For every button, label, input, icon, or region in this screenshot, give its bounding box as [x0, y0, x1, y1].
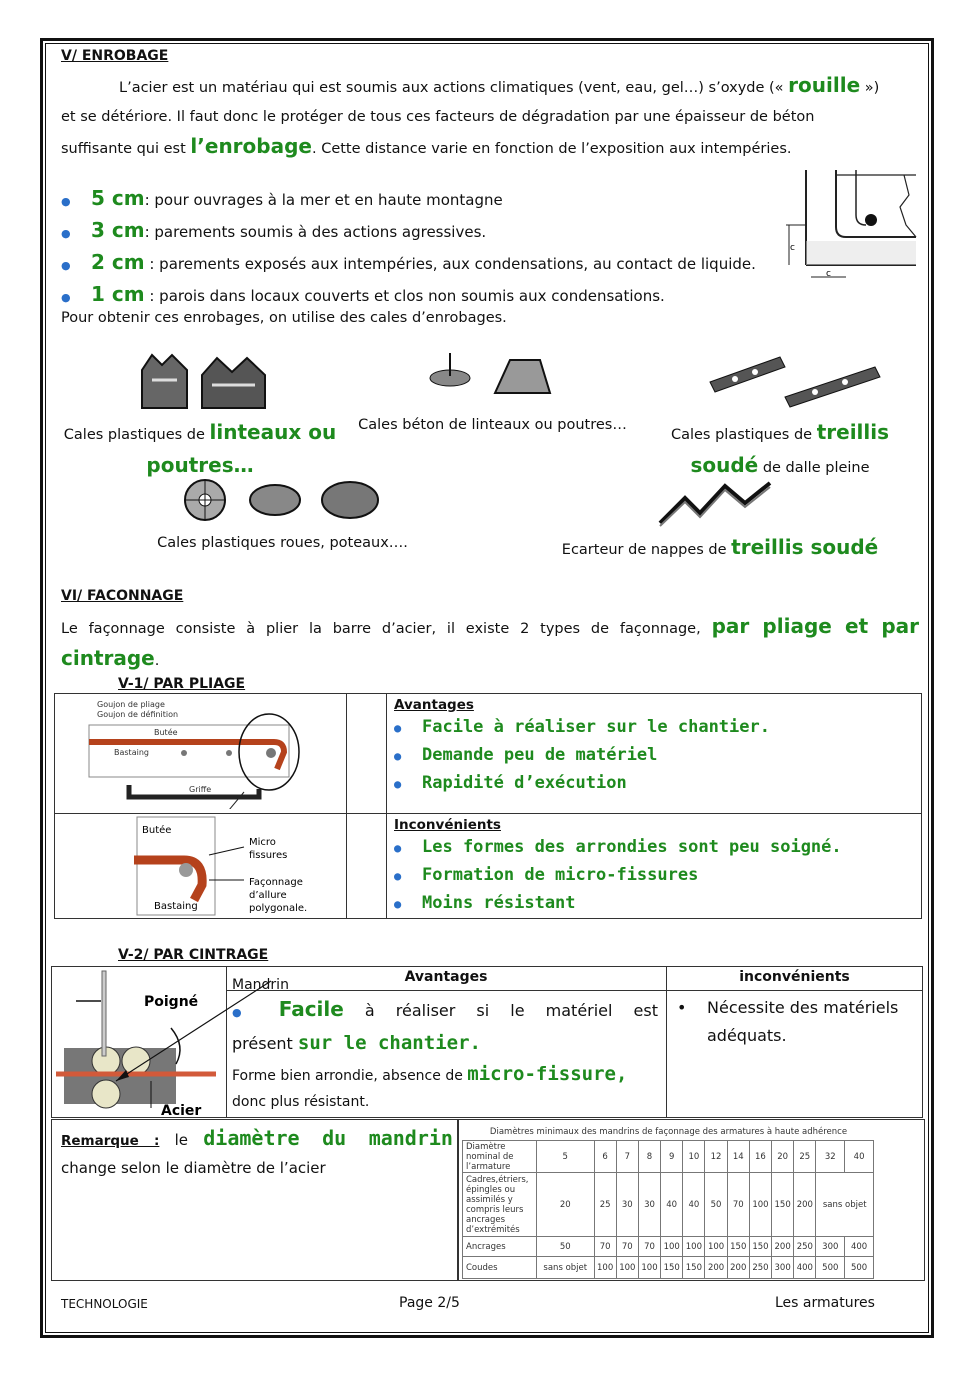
inc-text: Nécessite des matériels adéquats.: [707, 998, 899, 1045]
table-cell: 400: [794, 1257, 816, 1279]
table-row: [463, 1257, 874, 1279]
fig-label: Butée: [154, 728, 178, 737]
table-cell: 150: [772, 1173, 794, 1237]
table-cell: 25: [794, 1141, 816, 1173]
faconnage-keyword: par pliage et par: [711, 614, 920, 638]
table-cell: Ancrages: [463, 1237, 537, 1257]
para-line2: et se détériore. Il faut donc le protéger de tous ces facteurs de dégradation par une épaisseur de béton: [61, 109, 815, 125]
faconnage-dot: .: [154, 653, 160, 669]
advantages-list: [394, 713, 914, 797]
adv-keyword: micro-fissure,: [467, 1063, 628, 1085]
disadvantages-title: Inconvénients: [394, 817, 501, 833]
table-row: [463, 1141, 874, 1173]
divider: [226, 990, 923, 991]
table-cell: 10: [683, 1141, 705, 1173]
remarque-label: Remarque :: [61, 1133, 160, 1149]
subsection-title-pliage: V-1/ PAR PLIAGE: [118, 676, 246, 692]
diagram-label-c2: c: [826, 269, 831, 279]
table-cell: 12: [705, 1141, 727, 1173]
cintrage-inc-title: inconvénients: [739, 969, 850, 985]
caption-beton: Cales béton de linteaux ou poutres…: [358, 417, 627, 433]
table-cell: 100: [638, 1257, 660, 1279]
table-cell: 40: [845, 1141, 874, 1173]
plastic-spacer-treillis-image: [705, 352, 885, 412]
mandrel-table-title: Diamètres minimaux des mandrins de façonnage des armatures à haute adhérence: [489, 1127, 848, 1137]
table-cell: 32: [816, 1141, 845, 1173]
divider: [386, 693, 387, 919]
table-cell: 100: [661, 1237, 683, 1257]
enrobage-item: ● 2 cm : parements exposés aux intempéries, aux condensations, au contact de liquide.: [61, 250, 756, 274]
table-cell: sans objet: [537, 1257, 595, 1279]
advantage-text: Rapidité d’exécution: [422, 773, 627, 793]
table-cell: 100: [705, 1237, 727, 1257]
table-cell: 150: [749, 1237, 771, 1257]
table-cell: 7: [616, 1141, 638, 1173]
enrobage-desc: : parements soumis à des actions agressives.: [144, 223, 487, 241]
adv-text: Forme bien arrondie, absence de: [232, 1068, 463, 1084]
advantage-item: ● Demande peu de matériel: [394, 745, 658, 765]
disadvantage-item: ● Moins résistant: [394, 893, 576, 913]
divider: [346, 693, 347, 919]
table-cell: 70: [638, 1237, 660, 1257]
table-cell: 14: [727, 1141, 749, 1173]
fig-label: Bastaing: [154, 901, 198, 912]
adv-keyword: Facile: [278, 997, 344, 1021]
table-cell: 70: [616, 1237, 638, 1257]
caption-treillis: [660, 417, 900, 483]
table-cell: 200: [727, 1257, 749, 1279]
inc-item: • Nécessite des matériels adéquats.: [677, 998, 899, 1045]
enrobage-value: 1 cm: [91, 282, 145, 306]
enrobage-paragraph: [61, 71, 915, 164]
enrobage-desc: : pour ouvrages à la mer et en haute montagne: [144, 191, 503, 209]
table-cell: 150: [683, 1257, 705, 1279]
table-cell: 5: [537, 1141, 595, 1173]
enrobage-list: [61, 182, 781, 310]
table-cell: 16: [749, 1141, 771, 1173]
caption-linteaux: [55, 417, 345, 483]
fig-label: Façonnage: [249, 877, 303, 888]
table-cell: 100: [749, 1173, 771, 1237]
table-cell: Diamètre nominal de l’armature: [463, 1141, 537, 1173]
enrobage-value: 3 cm: [91, 218, 145, 242]
pliage-figure-2: [134, 815, 344, 917]
remarque-text1: le: [174, 1131, 189, 1149]
divider: [666, 966, 667, 1118]
footer-left: TECHNOLOGIE: [61, 1297, 148, 1311]
table-cell: 150: [727, 1237, 749, 1257]
footer-page: Page 2/5: [399, 1295, 460, 1311]
pliage-disadvantages: [394, 817, 914, 917]
concrete-spacer-image: [425, 348, 555, 398]
subsection-title-cintrage: V-2/ PAR CINTRAGE: [118, 947, 269, 963]
table-cell: 100: [594, 1257, 616, 1279]
table-cell: 40: [661, 1173, 683, 1237]
adv-line2: [232, 1028, 658, 1059]
remarque-keyword: diamètre du mandrin: [203, 1126, 453, 1150]
table-cell: 200: [772, 1237, 794, 1257]
advantages-title: Avantages: [394, 697, 474, 713]
section-title-enrobage: V/ ENROBAGE: [61, 48, 169, 64]
table-cell: 200: [794, 1173, 816, 1237]
table-cell: 30: [638, 1173, 660, 1237]
disadvantage-text: Formation de micro-fissures: [422, 865, 699, 885]
fig-label: Griffe: [189, 785, 212, 794]
fig-label: Goujon de pliage: [97, 700, 165, 709]
keyword-enrobage: l’enrobage: [190, 134, 312, 158]
table-cell: 70: [594, 1237, 616, 1257]
table-cell: 25: [594, 1173, 616, 1237]
table-cell: 6: [594, 1141, 616, 1173]
faconnage-text: Le façonnage consiste à plier la barre d’acier, il existe 2 types de façonnage,: [61, 621, 701, 637]
section-title-faconnage: VI/ FACONNAGE: [61, 588, 184, 604]
caption-text: Ecarteur de nappes de: [561, 542, 727, 558]
caption-text2: de dalle pleine: [762, 460, 870, 476]
table-cell: sans objet: [816, 1173, 874, 1237]
caption-text: Cales plastiques de: [670, 427, 813, 443]
mandrel-table: [462, 1140, 874, 1279]
table-cell: 40: [683, 1173, 705, 1237]
table-cell: 300: [772, 1257, 794, 1279]
fig-label: Butée: [142, 825, 172, 836]
mandrel-table-area: [462, 1124, 875, 1279]
advantage-text: Facile à réaliser sur le chantier.: [422, 717, 770, 737]
enrobage-after: Pour obtenir ces enrobages, on utilise des cales d’enrobages.: [61, 310, 507, 326]
table-row: [463, 1173, 874, 1237]
disadvantage-text: Les formes des arrondies sont peu soigné.: [422, 837, 842, 857]
pliage-figure-1: [59, 697, 344, 809]
table-cell: 400: [845, 1237, 874, 1257]
table-cell: 8: [638, 1141, 660, 1173]
divider: [54, 813, 922, 814]
enrobage-item: ● 3 cm: parements soumis à des actions agressives.: [61, 218, 487, 242]
table-cell: 50: [705, 1173, 727, 1237]
cintrage-table: [51, 966, 923, 1118]
enrobage-item: ● 1 cm : parois dans locaux couverts et clos non soumis aux condensations.: [61, 282, 665, 306]
fig-label: Micro: [249, 837, 276, 848]
table-cell: 100: [616, 1257, 638, 1279]
table-cell: 30: [616, 1173, 638, 1237]
fig-label-mandrin: Mandrin: [232, 977, 289, 993]
fig-label: Bastaing: [114, 748, 149, 757]
caption-keyword2: poutres…: [146, 453, 254, 477]
para-line3: suffisante qui est: [61, 141, 186, 157]
table-cell: 150: [661, 1257, 683, 1279]
table-cell: 20: [537, 1173, 595, 1237]
cintrage-disadvantages: [677, 994, 917, 1050]
faconnage-paragraph: [61, 612, 919, 676]
adv-text: à réaliser si le matériel est: [364, 1001, 659, 1020]
pliage-table: [54, 693, 922, 919]
adv-line1: ● Facile à réaliser si le matériel est: [232, 997, 659, 1021]
remarque-text: [61, 1125, 453, 1182]
nappe-spacer-image: [655, 478, 775, 530]
enrobage-value: 5 cm: [91, 186, 145, 210]
para-line1: L’acier est un matériau qui est soumis aux actions climatiques (vent, eau, gel…) s’oxyde («: [119, 80, 784, 96]
caption-keyword2: soudé: [690, 453, 759, 477]
adv-keyword: sur le chantier.: [297, 1032, 481, 1054]
table-cell: 500: [816, 1257, 845, 1279]
table-cell: Coudes: [463, 1257, 537, 1279]
table-cell: 50: [537, 1237, 595, 1257]
caption-text: Cales plastiques de: [63, 427, 205, 443]
fig-label-acier: Acier: [161, 1103, 202, 1118]
plastic-spacer-linteaux-image: [137, 350, 272, 412]
para-line3-end: . Cette distance varie en fonction de l’exposition aux intempéries.: [311, 141, 792, 157]
cover-diagram: [786, 165, 921, 290]
footer-right: Les armatures: [775, 1295, 875, 1311]
table-cell: 200: [705, 1257, 727, 1279]
enrobage-desc: : parois dans locaux couverts et clos non soumis aux condensations.: [144, 287, 665, 305]
keyword-rouille: rouille: [788, 73, 861, 97]
fig-label: polygonale.: [249, 903, 308, 914]
pliage-advantages: [394, 697, 914, 797]
advantage-item: ● Facile à réaliser sur le chantier.: [394, 717, 770, 737]
remarque-text2: change selon le diamètre de l’acier: [61, 1159, 326, 1177]
enrobage-desc: : parements exposés aux intempéries, aux condensations, au contact de liquide.: [144, 255, 756, 273]
table-cell: 250: [749, 1257, 771, 1279]
caption-keyword: treillis soudé: [731, 535, 879, 559]
caption-ecarteur: [550, 532, 890, 565]
cintrage-adv-title: Avantages: [404, 969, 488, 985]
caption-keyword: linteaux ou: [209, 420, 337, 444]
enrobage-value: 2 cm: [91, 250, 145, 274]
table-cell: 100: [683, 1237, 705, 1257]
plastic-wheel-spacer-image: [180, 478, 385, 523]
fig-label: fissures: [249, 850, 288, 861]
table-cell: 300: [816, 1237, 845, 1257]
table-cell: 250: [794, 1237, 816, 1257]
enrobage-item: ● 5 cm: pour ouvrages à la mer et en haute montagne: [61, 186, 503, 210]
advantage-item: ● Rapidité d’exécution: [394, 773, 627, 793]
faconnage-keyword2: cintrage: [61, 646, 155, 670]
table-cell: Cadres,étriers, épingles ou assimilés y compris leurs ancrages d’extrémités: [463, 1173, 537, 1237]
table-cell: 70: [727, 1173, 749, 1237]
disadvantages-list: [394, 833, 914, 917]
para-line1-end: »): [864, 80, 880, 96]
disadvantage-item: ● Formation de micro-fissures: [394, 865, 699, 885]
adv-text: présent: [232, 1034, 293, 1053]
disadvantage-text: Moins résistant: [422, 893, 576, 913]
table-cell: 9: [661, 1141, 683, 1173]
disadvantage-item: ● Les formes des arrondies sont peu soigné.: [394, 837, 842, 857]
table-cell: 500: [845, 1257, 874, 1279]
table-cell: 20: [772, 1141, 794, 1173]
caption-keyword: treillis: [816, 420, 890, 444]
adv-line4: donc plus résistant.: [232, 1094, 370, 1110]
fig-label-poigne: Poigné: [144, 994, 199, 1010]
diagram-label-c: c: [790, 243, 795, 253]
fig-label: d’allure: [249, 890, 287, 901]
cintrage-advantages: [232, 994, 658, 1113]
table-row: [463, 1237, 874, 1257]
fig-label: Goujon de définition: [97, 710, 179, 719]
caption-roues: Cales plastiques roues, poteaux….: [157, 535, 408, 551]
advantage-text: Demande peu de matériel: [422, 745, 658, 765]
adv-line3: [232, 1059, 658, 1091]
